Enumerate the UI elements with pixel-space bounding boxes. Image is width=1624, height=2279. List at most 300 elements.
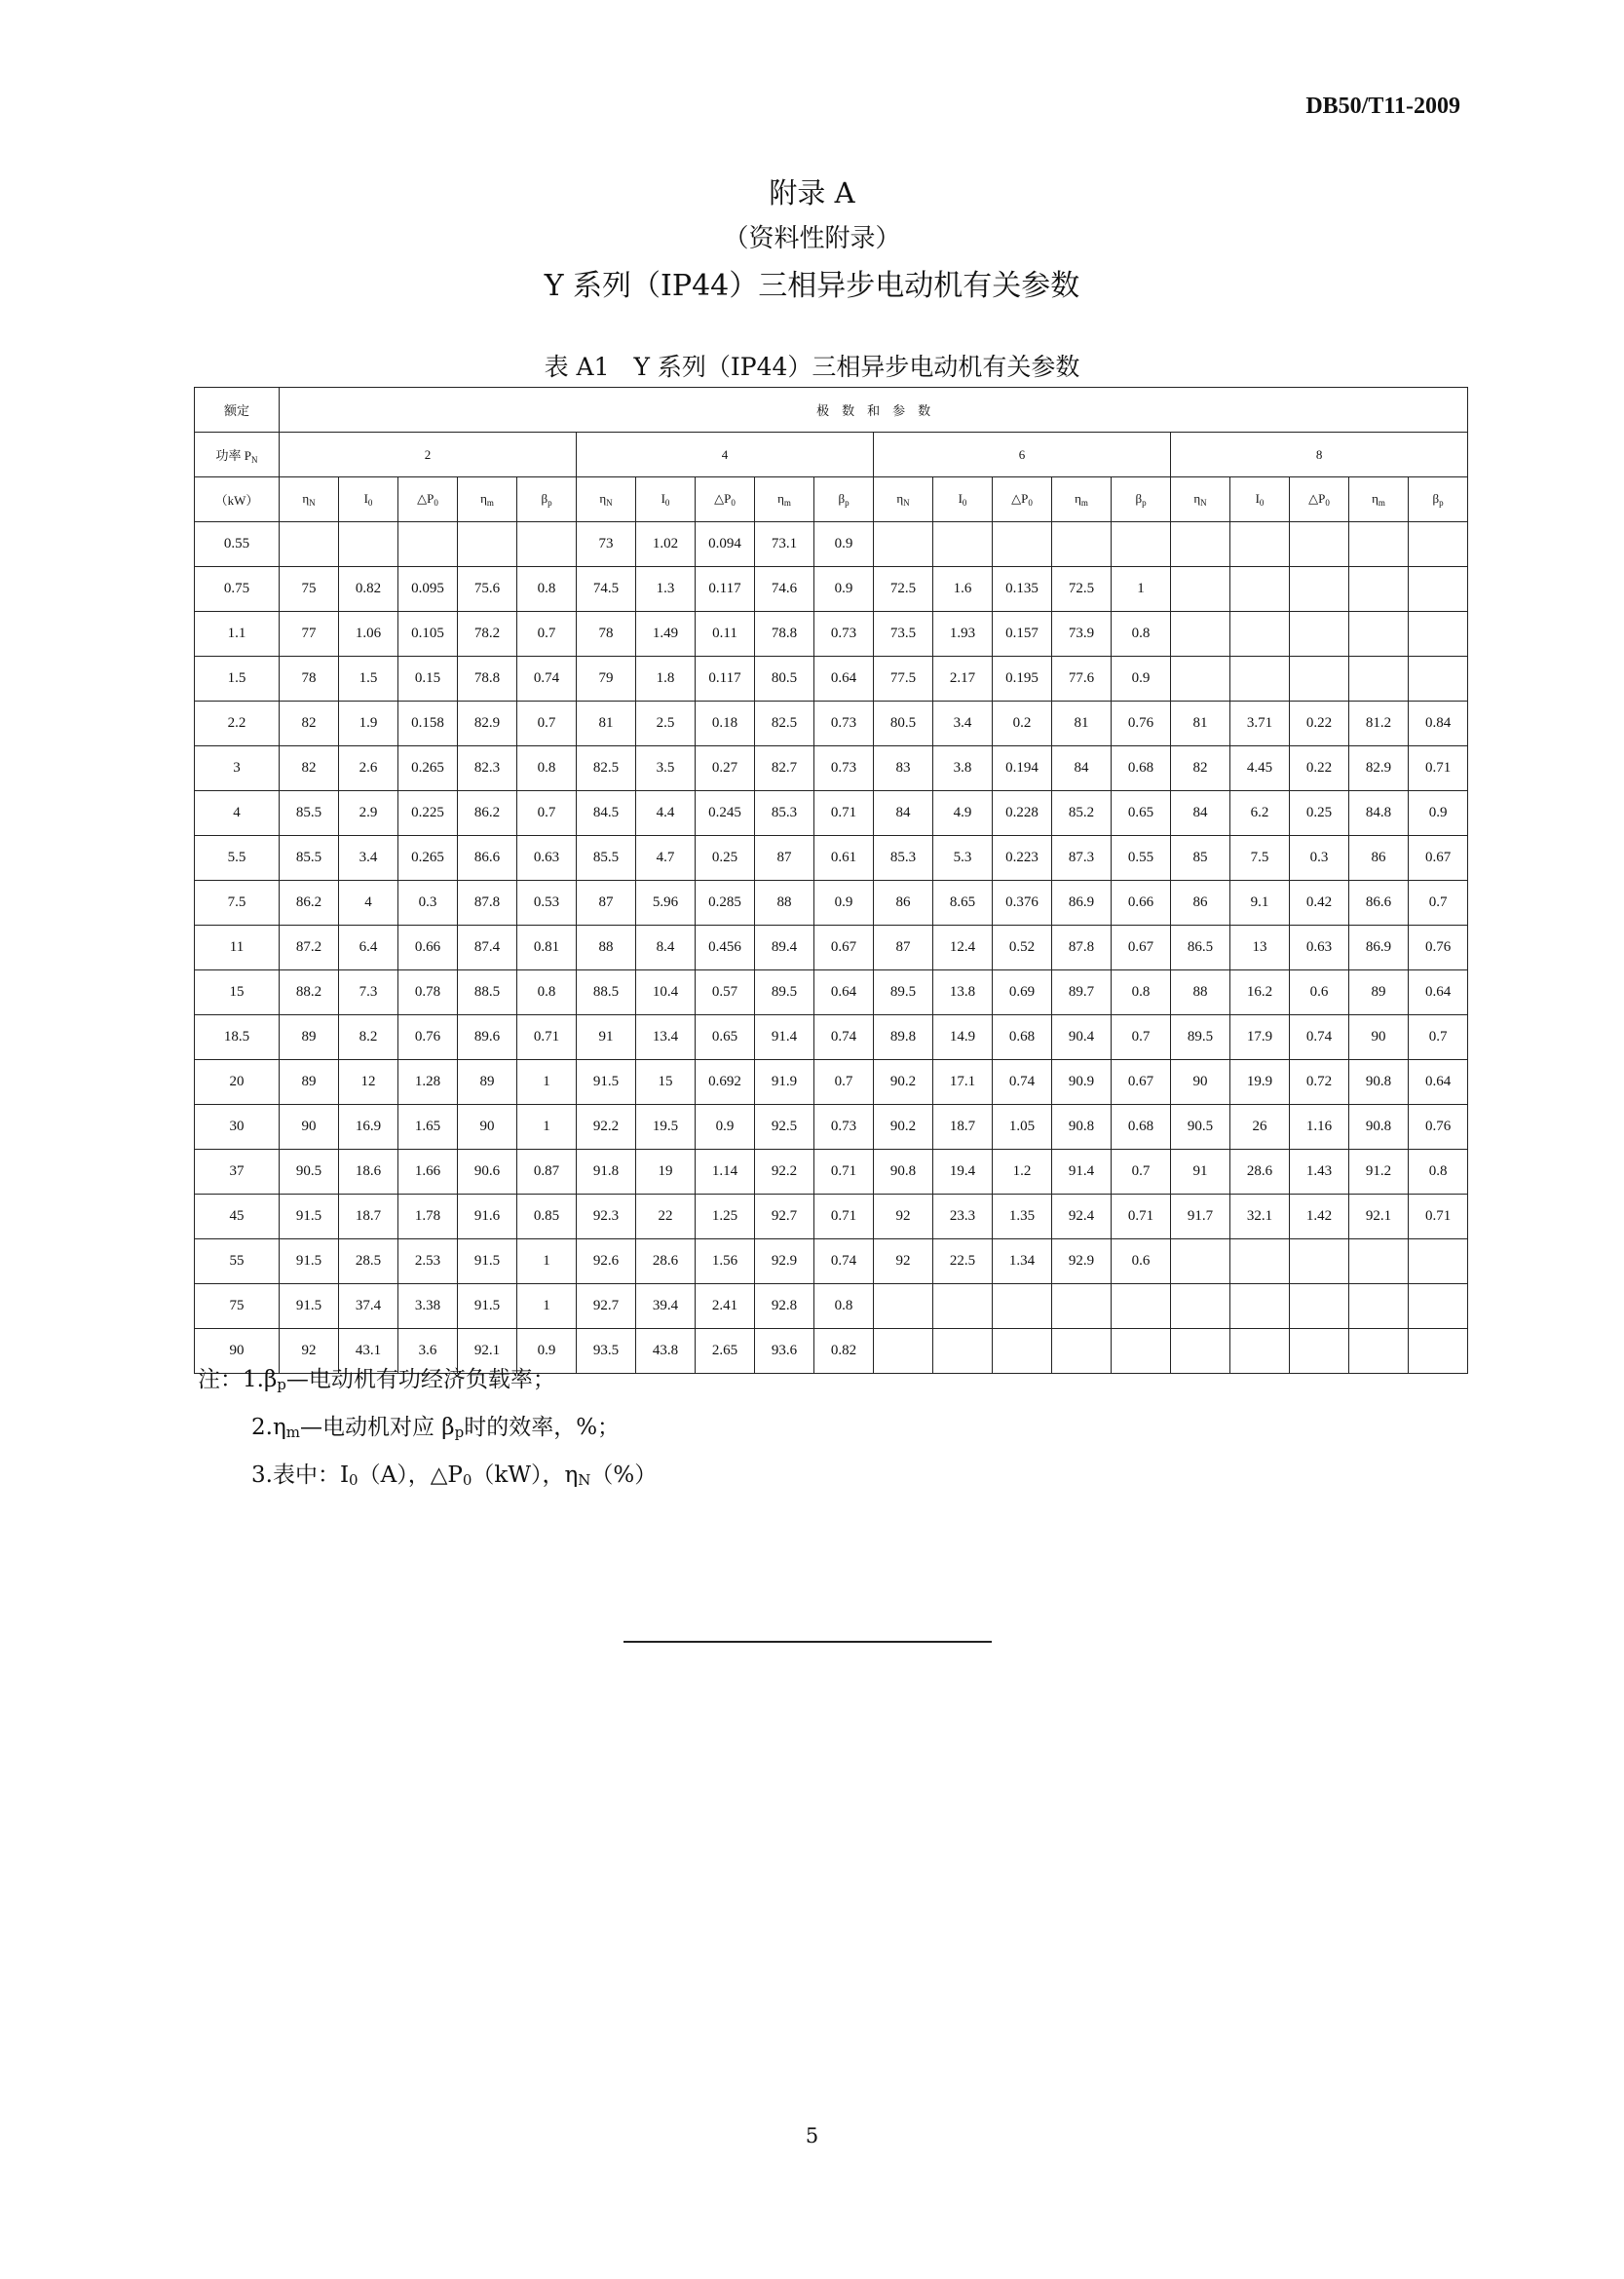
group-header: 极 数 和 参 数 (280, 388, 1468, 433)
table-row (195, 1284, 1468, 1329)
table-cell: 0.71 (814, 1150, 874, 1195)
table-cell: 4.4 (636, 791, 696, 836)
table-cell: 3.8 (933, 746, 993, 791)
power-cell: 15 (195, 970, 280, 1015)
table-cell: 0.245 (696, 791, 755, 836)
table-cell: 75.6 (458, 567, 517, 612)
table-cell: 23.3 (933, 1195, 993, 1239)
table-row (195, 881, 1468, 926)
table-cell: 92.9 (755, 1239, 814, 1284)
table-cell: 90 (458, 1105, 517, 1150)
table-cell: 0.285 (696, 881, 755, 926)
table-cell: 88 (755, 881, 814, 926)
power-cell: 45 (195, 1195, 280, 1239)
table-cell (1052, 1329, 1112, 1374)
table-cell: 4 (339, 881, 398, 926)
table-cell: 87.2 (280, 926, 339, 970)
table-cell: 86 (1171, 881, 1230, 926)
table-cell: 2.65 (696, 1329, 755, 1374)
table-cell: 28.6 (1230, 1150, 1290, 1195)
table-cell: 37.4 (339, 1284, 398, 1329)
table-cell: 90.8 (1052, 1105, 1112, 1150)
table-cell: 0.376 (993, 881, 1052, 926)
table-cell: 93.5 (577, 1329, 636, 1374)
table-cell: 1.65 (398, 1105, 458, 1150)
table-cell: 89 (280, 1060, 339, 1105)
table-cell: 92.7 (577, 1284, 636, 1329)
param-header: $\triangle P_0$ (696, 477, 755, 522)
table-cell: 86 (1349, 836, 1409, 881)
power-cell: 18.5 (195, 1015, 280, 1060)
table-cell: 26 (1230, 1105, 1290, 1150)
table-cell: 0.11 (696, 612, 755, 657)
table-cell: 0.6 (1112, 1239, 1171, 1284)
table-cell: 0.71 (1112, 1195, 1171, 1239)
table-cell: 81 (1052, 702, 1112, 746)
table-cell: 0.72 (1290, 1060, 1349, 1105)
table-cell: 72.5 (1052, 567, 1112, 612)
table-cell: 0.7 (517, 612, 577, 657)
table-cell: 90.2 (874, 1060, 933, 1105)
power-cell: 0.55 (195, 522, 280, 567)
table-cell: 3.71 (1230, 702, 1290, 746)
table-cell: 0.2 (993, 702, 1052, 746)
table-cell: 89.5 (755, 970, 814, 1015)
power-cell: 2.2 (195, 702, 280, 746)
table-cell: 0.7 (1112, 1150, 1171, 1195)
table-cell: 1.35 (993, 1195, 1052, 1239)
table-cell: 0.9 (814, 522, 874, 567)
power-cell: 30 (195, 1105, 280, 1150)
table-cell: 7.3 (339, 970, 398, 1015)
table-cell: 78 (280, 657, 339, 702)
table-cell: 88.5 (458, 970, 517, 1015)
table-cell (1171, 1239, 1230, 1284)
table-cell (1409, 1239, 1468, 1284)
table-cell: 0.65 (696, 1015, 755, 1060)
table-cell: 0.7 (517, 702, 577, 746)
table-cell: 90 (1171, 1060, 1230, 1105)
table-row (195, 612, 1468, 657)
table-cell: 0.81 (517, 926, 577, 970)
table-cell: 82 (280, 746, 339, 791)
table-cell: 0.27 (696, 746, 755, 791)
table-cell: 5.3 (933, 836, 993, 881)
table-cell: 19 (636, 1150, 696, 1195)
table-cell: 0.8 (1112, 970, 1171, 1015)
table-cell: 12 (339, 1060, 398, 1105)
table-cell: 89 (458, 1060, 517, 1105)
table-cell: 82.5 (577, 746, 636, 791)
power-cell: 0.75 (195, 567, 280, 612)
table-cell: 91.6 (458, 1195, 517, 1239)
table-row (195, 567, 1468, 612)
table-cell: 92 (874, 1239, 933, 1284)
table-cell: 0.158 (398, 702, 458, 746)
table-cell (1230, 1239, 1290, 1284)
table-cell: 0.7 (1409, 881, 1468, 926)
table-cell (1052, 522, 1112, 567)
header-row-1 (195, 388, 1468, 433)
table-cell: 0.73 (814, 746, 874, 791)
note-1: 注：$1.\beta_p—$电动机有功经济负载率； (198, 1367, 555, 1393)
table-cell: 0.66 (1112, 881, 1171, 926)
table-cell: 0.64 (814, 970, 874, 1015)
table-cell (1409, 612, 1468, 657)
table-cell: 22 (636, 1195, 696, 1239)
table-cell: 1.49 (636, 612, 696, 657)
table-cell: 89.4 (755, 926, 814, 970)
table-cell: 90 (280, 1105, 339, 1150)
table-cell: 28.5 (339, 1239, 398, 1284)
power-cell: 5.5 (195, 836, 280, 881)
table-cell: 84 (1171, 791, 1230, 836)
table-cell (1409, 1284, 1468, 1329)
table-cell (1290, 1239, 1349, 1284)
table-cell: 1.6 (933, 567, 993, 612)
table-cell: 2.6 (339, 746, 398, 791)
table-cell: 0.8 (814, 1284, 874, 1329)
table-cell: 0.265 (398, 836, 458, 881)
table-cell: 0.61 (814, 836, 874, 881)
table-cell: 73.5 (874, 612, 933, 657)
table-row (195, 791, 1468, 836)
table-cell: 89.5 (874, 970, 933, 1015)
table-cell: 0.71 (1409, 1195, 1468, 1239)
table-cell: 0.8 (1112, 612, 1171, 657)
table-row (195, 1150, 1468, 1195)
table-cell: 0.68 (1112, 1105, 1171, 1150)
table-cell (874, 522, 933, 567)
table-cell (1349, 657, 1409, 702)
table-cell: 0.65 (1112, 791, 1171, 836)
table-cell: 78.8 (755, 612, 814, 657)
table-cell (1349, 1329, 1409, 1374)
table-cell: 0.82 (814, 1329, 874, 1374)
table-row (195, 522, 1468, 567)
table-cell (1112, 522, 1171, 567)
power-cell: 90 (195, 1329, 280, 1374)
page-number: 5 (805, 2124, 819, 2147)
table-cell: 92 (280, 1329, 339, 1374)
table-row (195, 926, 1468, 970)
table-cell: 8.4 (636, 926, 696, 970)
table-cell: 85.3 (755, 791, 814, 836)
table-cell: 13 (1230, 926, 1290, 970)
table-cell: 0.71 (1409, 746, 1468, 791)
table-cell: 0.7 (1112, 1015, 1171, 1060)
table-cell: 91.2 (1349, 1150, 1409, 1195)
table-cell: 1.3 (636, 567, 696, 612)
table-cell: 2.9 (339, 791, 398, 836)
table-cell: 79 (577, 657, 636, 702)
table-cell: 1.9 (339, 702, 398, 746)
table-cell (458, 522, 517, 567)
table-cell: 3.5 (636, 746, 696, 791)
table-cell: 81.2 (1349, 702, 1409, 746)
table-row (195, 836, 1468, 881)
table-cell: 0.67 (814, 926, 874, 970)
table-cell (1112, 1329, 1171, 1374)
table-row (195, 970, 1468, 1015)
table-cell (1409, 1329, 1468, 1374)
table-cell (1230, 522, 1290, 567)
table-cell: 1.56 (696, 1239, 755, 1284)
table-cell: 91.5 (458, 1284, 517, 1329)
table-cell (933, 522, 993, 567)
table-cell: 0.74 (814, 1239, 874, 1284)
table-cell: 43.8 (636, 1329, 696, 1374)
power-cell: 75 (195, 1284, 280, 1329)
end-rule (623, 1641, 992, 1643)
table-cell: 80.5 (874, 702, 933, 746)
table-cell (1290, 567, 1349, 612)
pole-header: 2 (280, 433, 577, 477)
table-cell: 87.8 (458, 881, 517, 926)
table-cell: 72.5 (874, 567, 933, 612)
appendix-type: （资料性附录） (723, 224, 901, 253)
table-cell: 0.53 (517, 881, 577, 926)
table-cell: 3.4 (339, 836, 398, 881)
table-cell: 92.6 (577, 1239, 636, 1284)
table-cell: 93.6 (755, 1329, 814, 1374)
table-cell (1290, 612, 1349, 657)
table-cell: 86.5 (1171, 926, 1230, 970)
table-cell: 2.41 (696, 1284, 755, 1329)
table-cell: 91.5 (280, 1195, 339, 1239)
table-cell: 17.9 (1230, 1015, 1290, 1060)
table-cell: 84 (874, 791, 933, 836)
table-cell: 9.1 (1230, 881, 1290, 926)
table-cell: 3.38 (398, 1284, 458, 1329)
table-cell: 92.5 (755, 1105, 814, 1150)
param-header: $\eta_N$ (874, 477, 933, 522)
power-cell: 11 (195, 926, 280, 970)
power-cell: 4 (195, 791, 280, 836)
table-cell: 82.7 (755, 746, 814, 791)
table-cell: 19.5 (636, 1105, 696, 1150)
table-cell: 0.9 (696, 1105, 755, 1150)
table-cell (1409, 567, 1468, 612)
table-cell: 91 (1171, 1150, 1230, 1195)
table-cell: 91.7 (1171, 1195, 1230, 1239)
table-cell: 85.5 (577, 836, 636, 881)
table-cell: 22.5 (933, 1239, 993, 1284)
table-cell: 0.8 (517, 746, 577, 791)
param-header: $\triangle P_0$ (398, 477, 458, 522)
table-cell (398, 522, 458, 567)
header-row-poles (195, 433, 1468, 477)
table-cell: 14.9 (933, 1015, 993, 1060)
table-cell: 0.117 (696, 567, 755, 612)
power-cell: 55 (195, 1239, 280, 1284)
table-cell: 1 (1112, 567, 1171, 612)
table-cell: 91.5 (458, 1239, 517, 1284)
table-cell: 89.6 (458, 1015, 517, 1060)
table-cell: 0.69 (993, 970, 1052, 1015)
table-cell (1349, 1284, 1409, 1329)
table-cell: 0.67 (1112, 926, 1171, 970)
table-row (195, 1239, 1468, 1284)
table-row (195, 1105, 1468, 1150)
table-cell: 4.45 (1230, 746, 1290, 791)
table-cell: 0.64 (1409, 1060, 1468, 1105)
table-cell: 91.4 (1052, 1150, 1112, 1195)
table-cell: 91.5 (280, 1239, 339, 1284)
table-cell: 85.5 (280, 836, 339, 881)
table-cell: 74.6 (755, 567, 814, 612)
table-cell: 1.06 (339, 612, 398, 657)
pole-header: 6 (874, 433, 1171, 477)
table-cell: 8.2 (339, 1015, 398, 1060)
table-cell: 89.7 (1052, 970, 1112, 1015)
table-cell: 84.5 (577, 791, 636, 836)
table-cell: 77 (280, 612, 339, 657)
table-cell: 1 (517, 1284, 577, 1329)
table-cell: 0.7 (517, 791, 577, 836)
table-cell: 91.5 (577, 1060, 636, 1105)
table-cell: 0.8 (517, 567, 577, 612)
table-cell: 92.2 (577, 1105, 636, 1150)
table-cell: 90.5 (280, 1150, 339, 1195)
table-caption: 表 A1 Y 系列（IP44）三相异步电动机有关参数 (544, 353, 1080, 381)
table-cell: 86.2 (458, 791, 517, 836)
table-cell (1349, 612, 1409, 657)
table-cell: 0.82 (339, 567, 398, 612)
param-header: $I_0$ (636, 477, 696, 522)
table-cell: 82 (280, 702, 339, 746)
table-cell: 84.8 (1349, 791, 1409, 836)
table-cell: 0.76 (1409, 1105, 1468, 1150)
table-cell: 91.5 (280, 1284, 339, 1329)
table-cell (1349, 522, 1409, 567)
table-cell: 91 (577, 1015, 636, 1060)
param-header: $\beta_p$ (517, 477, 577, 522)
table-cell: 89.8 (874, 1015, 933, 1060)
table-cell: 8.65 (933, 881, 993, 926)
table-cell (993, 1284, 1052, 1329)
table-cell: 75 (280, 567, 339, 612)
table-cell: 90.8 (1349, 1105, 1409, 1150)
table-cell: 0.9 (814, 881, 874, 926)
table-cell: 32.1 (1230, 1195, 1290, 1239)
table-cell: 0.9 (814, 567, 874, 612)
table-cell: 90.8 (874, 1150, 933, 1195)
power-cell: 37 (195, 1150, 280, 1195)
table-cell: 0.105 (398, 612, 458, 657)
table-row (195, 1060, 1468, 1105)
table-cell: 86.6 (458, 836, 517, 881)
power-cell: 3 (195, 746, 280, 791)
table-cell: 85.2 (1052, 791, 1112, 836)
table-cell: 0.135 (993, 567, 1052, 612)
row-header-line3: （kW） (195, 477, 280, 522)
table-cell: 0.692 (696, 1060, 755, 1105)
param-header: $\triangle P_0$ (1290, 477, 1349, 522)
table-cell: 0.265 (398, 746, 458, 791)
table-cell: 0.456 (696, 926, 755, 970)
table-row (195, 657, 1468, 702)
table-cell: 0.76 (398, 1015, 458, 1060)
param-header: $\eta_N$ (577, 477, 636, 522)
table-cell: 1.25 (696, 1195, 755, 1239)
table-cell: 16.2 (1230, 970, 1290, 1015)
table-cell (1230, 1284, 1290, 1329)
table-cell: 89 (1349, 970, 1409, 1015)
table-cell (874, 1284, 933, 1329)
table-cell: 19.9 (1230, 1060, 1290, 1105)
table-cell: 6.4 (339, 926, 398, 970)
param-header: $\beta_p$ (1112, 477, 1171, 522)
table-cell: 0.228 (993, 791, 1052, 836)
table-cell: 0.55 (1112, 836, 1171, 881)
table-cell: 0.094 (696, 522, 755, 567)
table-cell: 19.4 (933, 1150, 993, 1195)
table-cell (1171, 1329, 1230, 1374)
table-cell: 0.52 (993, 926, 1052, 970)
param-header: $\beta_p$ (1409, 477, 1468, 522)
table-cell (1171, 1284, 1230, 1329)
table-cell: 0.095 (398, 567, 458, 612)
table-cell: 88.5 (577, 970, 636, 1015)
table-cell (874, 1329, 933, 1374)
table-cell: 4.7 (636, 836, 696, 881)
table-cell: 84 (1052, 746, 1112, 791)
table-cell: 0.74 (517, 657, 577, 702)
row-header-line2: 功率 $P_N$ (195, 433, 280, 477)
table-cell: 0.22 (1290, 746, 1349, 791)
table-cell: 91.4 (755, 1015, 814, 1060)
table-cell: 5.96 (636, 881, 696, 926)
table-cell: 86.9 (1349, 926, 1409, 970)
table-cell: 0.9 (517, 1329, 577, 1374)
table-cell: 0.67 (1409, 836, 1468, 881)
table-cell: 0.25 (1290, 791, 1349, 836)
table-cell: 7.5 (1230, 836, 1290, 881)
table-cell: 0.8 (517, 970, 577, 1015)
table-cell: 1.43 (1290, 1150, 1349, 1195)
table-cell: 90.5 (1171, 1105, 1230, 1150)
table-cell: 2.17 (933, 657, 993, 702)
table-cell: 1.8 (636, 657, 696, 702)
table-cell: 92.8 (755, 1284, 814, 1329)
table-cell: 1.14 (696, 1150, 755, 1195)
table-cell: 90.9 (1052, 1060, 1112, 1105)
table-cell: 1 (517, 1239, 577, 1284)
table-cell: 1.2 (993, 1150, 1052, 1195)
table-cell: 0.57 (696, 970, 755, 1015)
table-cell: 82 (1171, 746, 1230, 791)
table-cell: 77.5 (874, 657, 933, 702)
table-cell: 0.22 (1290, 702, 1349, 746)
param-header: $\eta_m$ (1052, 477, 1112, 522)
pole-header: 4 (577, 433, 874, 477)
table-cell (1290, 657, 1349, 702)
table-cell: 90.2 (874, 1105, 933, 1150)
table-cell: 3.6 (398, 1329, 458, 1374)
table-cell: 0.87 (517, 1150, 577, 1195)
table-cell: 10.4 (636, 970, 696, 1015)
table-cell: 0.6 (1290, 970, 1349, 1015)
table-cell: 80.5 (755, 657, 814, 702)
param-header: $I_0$ (933, 477, 993, 522)
table-cell (993, 522, 1052, 567)
table-cell: 78.8 (458, 657, 517, 702)
table-cell (1230, 657, 1290, 702)
table-cell: 88 (1171, 970, 1230, 1015)
table-cell: 90.8 (1349, 1060, 1409, 1105)
table-cell: 89.5 (1171, 1015, 1230, 1060)
